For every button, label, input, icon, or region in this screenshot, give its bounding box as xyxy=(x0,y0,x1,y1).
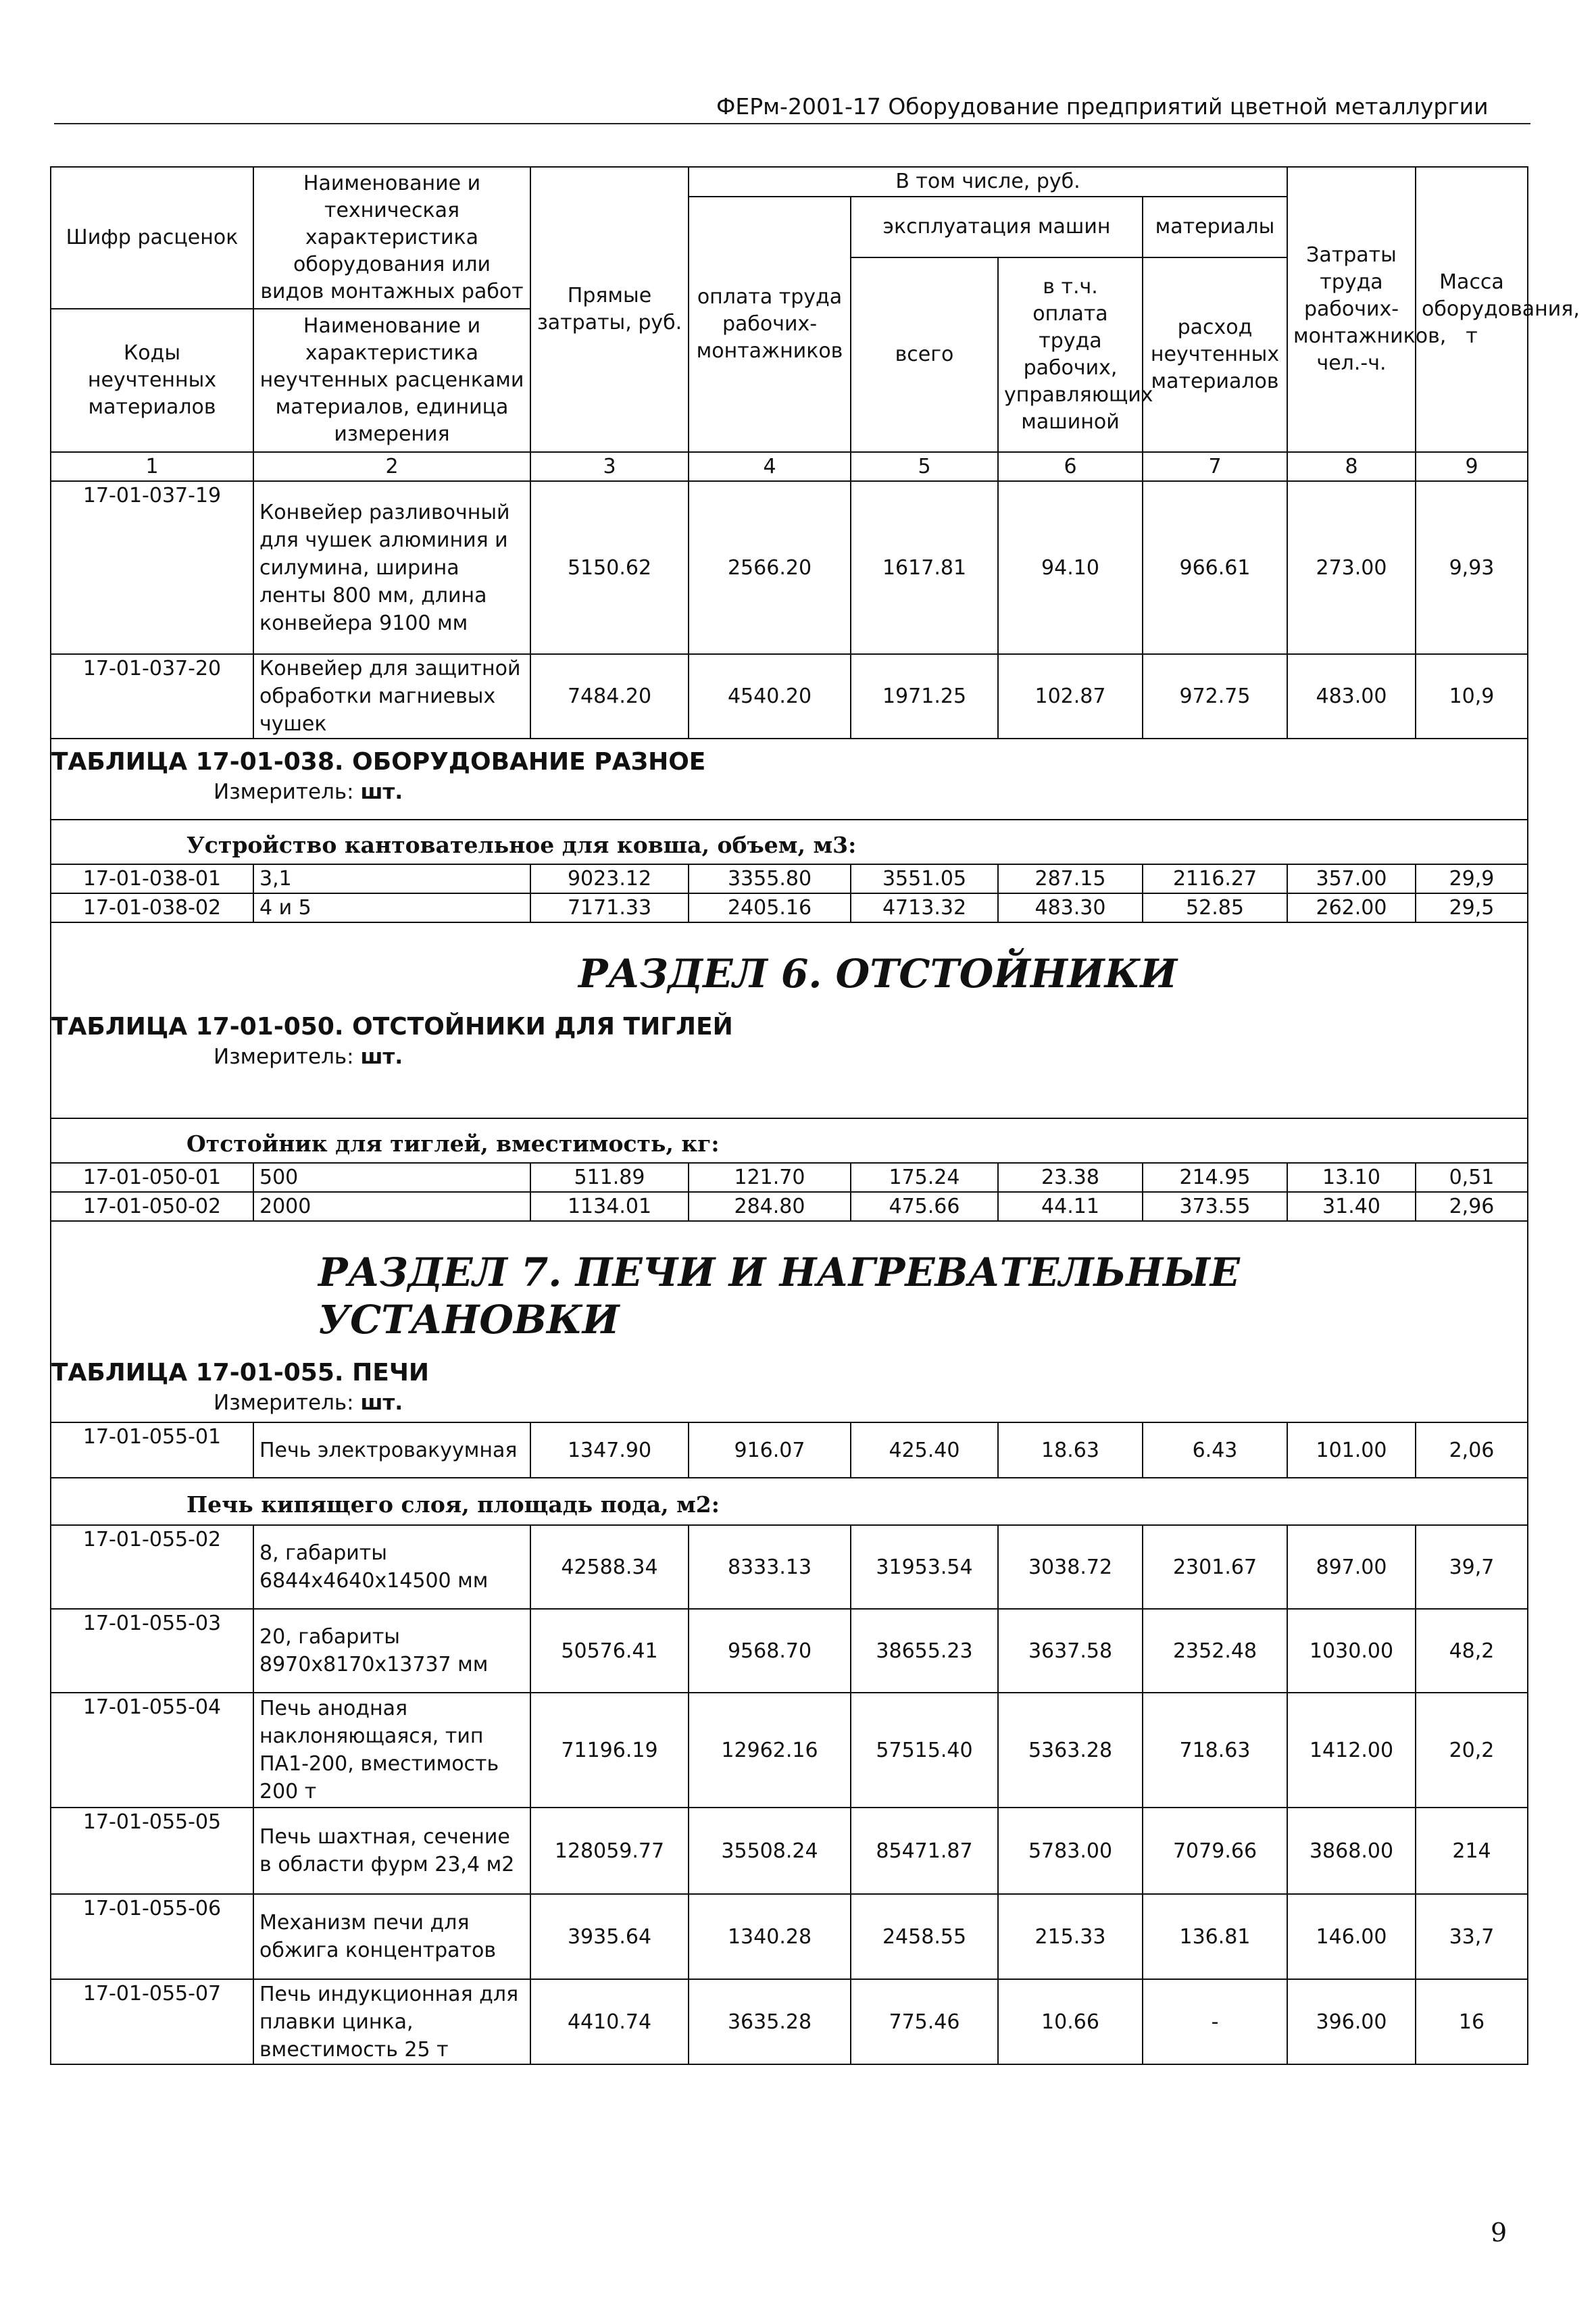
meter-label: Измеритель: xyxy=(214,1391,354,1415)
header-incl-machinists: в т.ч. оплата труда рабочих, управляющих машиной xyxy=(998,257,1143,452)
equipment-mass: 39,7 xyxy=(1416,1525,1528,1609)
labor-hours: 3868.00 xyxy=(1287,1808,1416,1894)
header-direct: Прямые затраты, руб. xyxy=(530,167,689,452)
col-number: 4 xyxy=(689,452,851,481)
header-materials: материалы xyxy=(1143,197,1287,257)
machinists-pay: 5363.28 xyxy=(998,1693,1143,1808)
col-number: 9 xyxy=(1416,452,1528,481)
labor-pay: 3355.80 xyxy=(689,864,851,893)
direct-cost: 5150.62 xyxy=(530,481,689,654)
machinists-pay: 102.87 xyxy=(998,654,1143,739)
labor-pay: 1340.28 xyxy=(689,1894,851,1979)
labor-hours: 396.00 xyxy=(1287,1979,1416,2064)
table-038-title: ТАБЛИЦА 17-01-038. ОБОРУДОВАНИЕ РАЗНОЕ xyxy=(51,748,706,776)
section-6-block xyxy=(51,922,1528,1118)
labor-hours: 262.00 xyxy=(1287,893,1416,922)
equipment-mass: 2,06 xyxy=(1416,1422,1528,1478)
section-7-block xyxy=(51,1221,1528,1422)
header-machines: эксплуатация машин xyxy=(851,197,1143,257)
machines-total: 38655.23 xyxy=(851,1609,998,1693)
rate-name: Конвейер для защитной обработки магниевых чушек xyxy=(253,654,530,739)
rate-code: 17-01-055-07 xyxy=(51,1979,253,2064)
rate-code: 17-01-055-04 xyxy=(51,1693,253,1808)
table-row xyxy=(51,1808,1528,1894)
group-header xyxy=(51,820,1528,864)
table-row xyxy=(51,893,1528,922)
materials-cost: 214.95 xyxy=(1143,1163,1287,1192)
header-name-unacc: Наименование и характеристика неучтенных расценками материалов, единица измерения xyxy=(253,309,530,452)
equipment-mass: 16 xyxy=(1416,1979,1528,2064)
group-header xyxy=(51,1118,1528,1163)
rate-code: 17-01-038-01 xyxy=(51,864,253,893)
machinists-pay: 483.30 xyxy=(998,893,1143,922)
table-row xyxy=(51,1609,1528,1693)
rate-name: Печь анодная наклоняющаяся, тип ПА1-200, вместимость 200 т xyxy=(253,1693,530,1808)
materials-cost: 966.61 xyxy=(1143,481,1287,654)
rate-code: 17-01-050-01 xyxy=(51,1163,253,1192)
header-code: Шифр расценок xyxy=(51,167,253,309)
equipment-mass: 214 xyxy=(1416,1808,1528,1894)
direct-cost: 511.89 xyxy=(530,1163,689,1192)
labor-hours: 1030.00 xyxy=(1287,1609,1416,1693)
machinists-pay: 44.11 xyxy=(998,1192,1143,1221)
table-row xyxy=(51,864,1528,893)
machines-total: 175.24 xyxy=(851,1163,998,1192)
machinists-pay: 23.38 xyxy=(998,1163,1143,1192)
equipment-mass: 0,51 xyxy=(1416,1163,1528,1192)
direct-cost: 4410.74 xyxy=(530,1979,689,2064)
table-050-title: ТАБЛИЦА 17-01-050. ОТСТОЙНИКИ ДЛЯ ТИГЛЕЙ xyxy=(51,1013,733,1041)
equipment-mass: 10,9 xyxy=(1416,654,1528,739)
rate-code: 17-01-055-03 xyxy=(51,1609,253,1693)
table-row xyxy=(51,1979,1528,2064)
materials-cost: - xyxy=(1143,1979,1287,2064)
running-header: ФЕРм-2001-17 Оборудование предприятий цветной металлургии xyxy=(716,93,1489,120)
equipment-mass: 20,2 xyxy=(1416,1693,1528,1808)
equipment-mass: 29,5 xyxy=(1416,893,1528,922)
rate-code: 17-01-037-19 xyxy=(51,481,253,654)
rate-code: 17-01-055-06 xyxy=(51,1894,253,1979)
direct-cost: 7171.33 xyxy=(530,893,689,922)
machines-total: 31953.54 xyxy=(851,1525,998,1609)
machinists-pay: 5783.00 xyxy=(998,1808,1143,1894)
header-name: Наименование и техническая характеристика оборудования или видов монтажных работ xyxy=(253,167,530,309)
rate-code: 17-01-050-02 xyxy=(51,1192,253,1221)
page-number: 9 xyxy=(1491,2218,1507,2247)
col-number: 7 xyxy=(1143,452,1287,481)
labor-hours: 31.40 xyxy=(1287,1192,1416,1221)
group-title: Отстойник для тиглей, вместимость, кг: xyxy=(186,1130,720,1157)
rate-name: Печь шахтная, сечение в области фурм 23,4 м2 xyxy=(253,1808,530,1894)
col-number: 5 xyxy=(851,452,998,481)
machines-total: 775.46 xyxy=(851,1979,998,2064)
rate-name: 500 xyxy=(253,1163,530,1192)
rate-name: 8, габариты 6844x4640x14500 мм xyxy=(253,1525,530,1609)
rates-table xyxy=(50,166,1580,2065)
labor-pay: 2405.16 xyxy=(689,893,851,922)
section-7-title: РАЗДЕЛ 7. ПЕЧИ И НАГРЕВАТЕЛЬНЫЕ УСТАНОВКИ xyxy=(318,1249,1241,1343)
labor-hours: 273.00 xyxy=(1287,481,1416,654)
header-labor: оплата труда рабочих-монтажников xyxy=(689,197,851,452)
table-row xyxy=(51,1894,1528,1979)
table-row xyxy=(51,481,1528,654)
machinists-pay: 3637.58 xyxy=(998,1609,1143,1693)
rate-name: Конвейер разливочный для чушек алюминия и силумина, ширина ленты 800 мм, длина конвейера 9100 мм xyxy=(253,481,530,654)
direct-cost: 3935.64 xyxy=(530,1894,689,1979)
machinists-pay: 287.15 xyxy=(998,864,1143,893)
labor-hours: 1412.00 xyxy=(1287,1693,1416,1808)
direct-cost: 7484.20 xyxy=(530,654,689,739)
materials-cost: 718.63 xyxy=(1143,1693,1287,1808)
header-mass: Масса оборудования, т xyxy=(1416,167,1528,452)
materials-cost: 373.55 xyxy=(1143,1192,1287,1221)
table-038-banner xyxy=(51,739,1528,820)
machinists-pay: 10.66 xyxy=(998,1979,1143,2064)
direct-cost: 1134.01 xyxy=(530,1192,689,1221)
machines-total: 1617.81 xyxy=(851,481,998,654)
table-row xyxy=(51,654,1528,739)
header-rule xyxy=(54,123,1530,124)
machines-total: 4713.32 xyxy=(851,893,998,922)
equipment-mass: 29,9 xyxy=(1416,864,1528,893)
meter-label: Измеритель: xyxy=(214,780,354,804)
materials-cost: 2116.27 xyxy=(1143,864,1287,893)
meter-label: Измеритель: xyxy=(214,1045,354,1069)
direct-cost: 9023.12 xyxy=(530,864,689,893)
labor-pay: 3635.28 xyxy=(689,1979,851,2064)
labor-hours: 897.00 xyxy=(1287,1525,1416,1609)
machinists-pay: 3038.72 xyxy=(998,1525,1143,1609)
section-6-title: РАЗДЕЛ 6. ОТСТОЙНИКИ xyxy=(578,951,1178,997)
materials-cost: 136.81 xyxy=(1143,1894,1287,1979)
materials-cost: 52.85 xyxy=(1143,893,1287,922)
labor-pay: 9568.70 xyxy=(689,1609,851,1693)
labor-pay: 121.70 xyxy=(689,1163,851,1192)
rate-name: Печь индукционная для плавки цинка, вместимость 25 т xyxy=(253,1979,530,2064)
rate-code: 17-01-055-05 xyxy=(51,1808,253,1894)
labor-pay: 2566.20 xyxy=(689,481,851,654)
equipment-mass: 48,2 xyxy=(1416,1609,1528,1693)
rate-code: 17-01-055-01 xyxy=(51,1422,253,1478)
header-total: всего xyxy=(851,257,998,452)
materials-cost: 972.75 xyxy=(1143,654,1287,739)
meter-unit: шт. xyxy=(360,780,403,804)
meter-unit: шт. xyxy=(360,1391,403,1415)
table-row xyxy=(51,1525,1528,1609)
rate-name: 20, габариты 8970x8170x13737 мм xyxy=(253,1609,530,1693)
equipment-mass: 33,7 xyxy=(1416,1894,1528,1979)
labor-hours: 483.00 xyxy=(1287,654,1416,739)
labor-hours: 101.00 xyxy=(1287,1422,1416,1478)
col-number: 1 xyxy=(51,452,253,481)
labor-pay: 12962.16 xyxy=(689,1693,851,1808)
direct-cost: 1347.90 xyxy=(530,1422,689,1478)
group-header xyxy=(51,1478,1528,1525)
labor-hours: 13.10 xyxy=(1287,1163,1416,1192)
rate-name: Механизм печи для обжига концентратов xyxy=(253,1894,530,1979)
labor-hours: 146.00 xyxy=(1287,1894,1416,1979)
labor-pay: 284.80 xyxy=(689,1192,851,1221)
machines-total: 57515.40 xyxy=(851,1693,998,1808)
table-row xyxy=(51,1422,1528,1478)
equipment-mass: 2,96 xyxy=(1416,1192,1528,1221)
table-row xyxy=(51,1192,1528,1221)
header-mat-use: расход неучтенных материалов xyxy=(1143,257,1287,452)
labor-pay: 4540.20 xyxy=(689,654,851,739)
machines-total: 475.66 xyxy=(851,1192,998,1221)
machines-total: 2458.55 xyxy=(851,1894,998,1979)
group-title: Печь кипящего слоя, площадь пода, м2: xyxy=(186,1491,720,1518)
rate-name: 3,1 xyxy=(253,864,530,893)
rate-name: 4 и 5 xyxy=(253,893,530,922)
rate-code: 17-01-037-20 xyxy=(51,654,253,739)
labor-pay: 35508.24 xyxy=(689,1808,851,1894)
rate-name: Печь электровакуумная xyxy=(253,1422,530,1478)
equipment-mass: 9,93 xyxy=(1416,481,1528,654)
col-number: 3 xyxy=(530,452,689,481)
machines-total: 1971.25 xyxy=(851,654,998,739)
materials-cost: 2301.67 xyxy=(1143,1525,1287,1609)
materials-cost: 6.43 xyxy=(1143,1422,1287,1478)
table-row xyxy=(51,1693,1528,1808)
col-number: 2 xyxy=(253,452,530,481)
labor-pay: 916.07 xyxy=(689,1422,851,1478)
header-labor-cost: Затраты труда рабочих-монтажников, чел.-ч. xyxy=(1287,167,1416,452)
table-055-title: ТАБЛИЦА 17-01-055. ПЕЧИ xyxy=(51,1359,430,1387)
rate-name: 2000 xyxy=(253,1192,530,1221)
table-row xyxy=(51,1163,1528,1192)
labor-pay: 8333.13 xyxy=(689,1525,851,1609)
header-codes-unacc: Коды неучтенных материалов xyxy=(51,309,253,452)
col-number: 6 xyxy=(998,452,1143,481)
materials-cost: 2352.48 xyxy=(1143,1609,1287,1693)
materials-cost: 7079.66 xyxy=(1143,1808,1287,1894)
labor-hours: 357.00 xyxy=(1287,864,1416,893)
machines-total: 425.40 xyxy=(851,1422,998,1478)
direct-cost: 128059.77 xyxy=(530,1808,689,1894)
col-number: 8 xyxy=(1287,452,1416,481)
rate-code: 17-01-038-02 xyxy=(51,893,253,922)
rate-code: 17-01-055-02 xyxy=(51,1525,253,1609)
direct-cost: 50576.41 xyxy=(530,1609,689,1693)
direct-cost: 42588.34 xyxy=(530,1525,689,1609)
machinists-pay: 18.63 xyxy=(998,1422,1143,1478)
machinists-pay: 94.10 xyxy=(998,481,1143,654)
group-title: Устройство кантовательное для ковша, объем, м3: xyxy=(186,832,857,858)
machinists-pay: 215.33 xyxy=(998,1894,1143,1979)
meter-unit: шт. xyxy=(360,1045,403,1069)
machines-total: 85471.87 xyxy=(851,1808,998,1894)
direct-cost: 71196.19 xyxy=(530,1693,689,1808)
machines-total: 3551.05 xyxy=(851,864,998,893)
header-incl: В том числе, руб. xyxy=(689,167,1287,197)
